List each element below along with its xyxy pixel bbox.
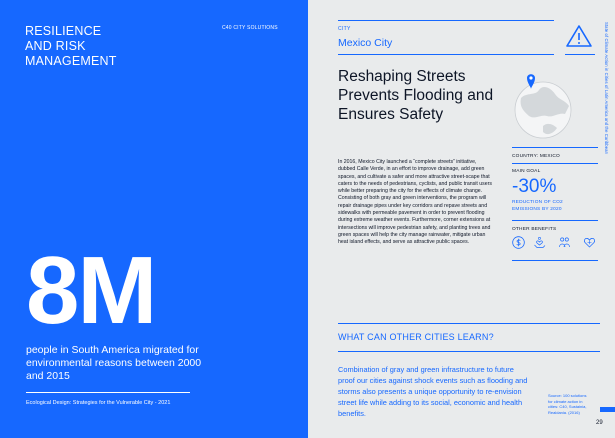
benefits-bottom-divider xyxy=(512,260,598,261)
divider xyxy=(26,392,190,393)
other-benefits-label: OTHER BENEFITS xyxy=(512,227,557,232)
big-stat: 8M xyxy=(26,237,156,344)
learn-bottom-divider xyxy=(338,351,600,352)
section-tag: C40 CITY SOLUTIONS xyxy=(222,25,278,31)
stat-caption: people in South America migrated for environmental reasons between 2000 and 2015 xyxy=(26,344,202,382)
top-divider xyxy=(338,20,554,21)
main-goal-caption: REDUCTION OF CO2 EMISSIONS BY 2020 xyxy=(512,200,563,212)
headline: Reshaping Streets Prevents Flooding and Ensures Safety xyxy=(338,68,494,123)
benefits-divider xyxy=(512,220,598,221)
section-title xyxy=(25,24,117,69)
city-label: CITY xyxy=(338,26,351,32)
main-goal-label: MAIN GOAL xyxy=(512,169,541,174)
heart-hand-icon xyxy=(533,236,546,249)
goal-divider xyxy=(512,163,598,164)
page-number: 29 xyxy=(596,420,603,426)
learn-text: Combination of gray and green infrastructure to future proof our cities against shock events such as flooding and storms also presents a unique opportunity to re-envision street life while adding to its social, economic and health benefits. xyxy=(338,365,528,418)
country-divider xyxy=(512,147,598,148)
section-title-line: MANAGEMENT xyxy=(25,54,117,68)
city-name: Mexico City xyxy=(338,37,393,49)
body-paragraph: In 2016, Mexico City launched a “complete streets” initiative, dubbed Calle Verde, in an effort to improve drainage, add green spaces, and cultivate a safer and more attractive street-scape that caters to the needs of pedestrians, cyclists, and public transit users while better preparing the city for the effects of climate change. Consisting of both gray and green interventions, the program will repair drainage pipes under key corridors and repave streets and sidewalks with permeable pavement in order to prevent flooding during extreme weather events. Furthermore, corner extensions at intersections will improve pedestrian safety, and planting trees and green spaces will help the city manage rainwater, mitigate urban heat island effects, and serve as attractive public spaces. xyxy=(338,159,492,246)
country-label: COUNTRY: MEXICO xyxy=(512,154,560,159)
page-tab xyxy=(600,407,615,412)
section-title-line: RESILIENCE xyxy=(25,24,102,38)
right-page xyxy=(308,0,615,438)
main-goal-value: -30% xyxy=(512,176,557,197)
title-divider xyxy=(338,54,554,55)
learn-top-divider xyxy=(338,323,600,324)
publication-note: State of Climate Action in Cities of Latin America and the Caribbean xyxy=(604,22,609,155)
heart-icon xyxy=(583,236,596,249)
dollar-icon xyxy=(512,236,525,249)
icon-divider xyxy=(565,54,595,55)
section-title-line: AND RISK xyxy=(25,39,86,53)
learn-heading: WHAT CAN OTHER CITIES LEARN? xyxy=(338,332,494,342)
people-icon xyxy=(558,236,571,249)
warning-triangle-icon xyxy=(565,24,593,48)
source-note: Source: 100 solutions for climate action in cities: C40, Sustainia, Realdania. (2016) xyxy=(548,393,587,415)
globe-map-icon xyxy=(513,70,573,142)
source-citation: Ecological Design: Strategies for the Vulnerable City - 2021 xyxy=(26,400,171,406)
